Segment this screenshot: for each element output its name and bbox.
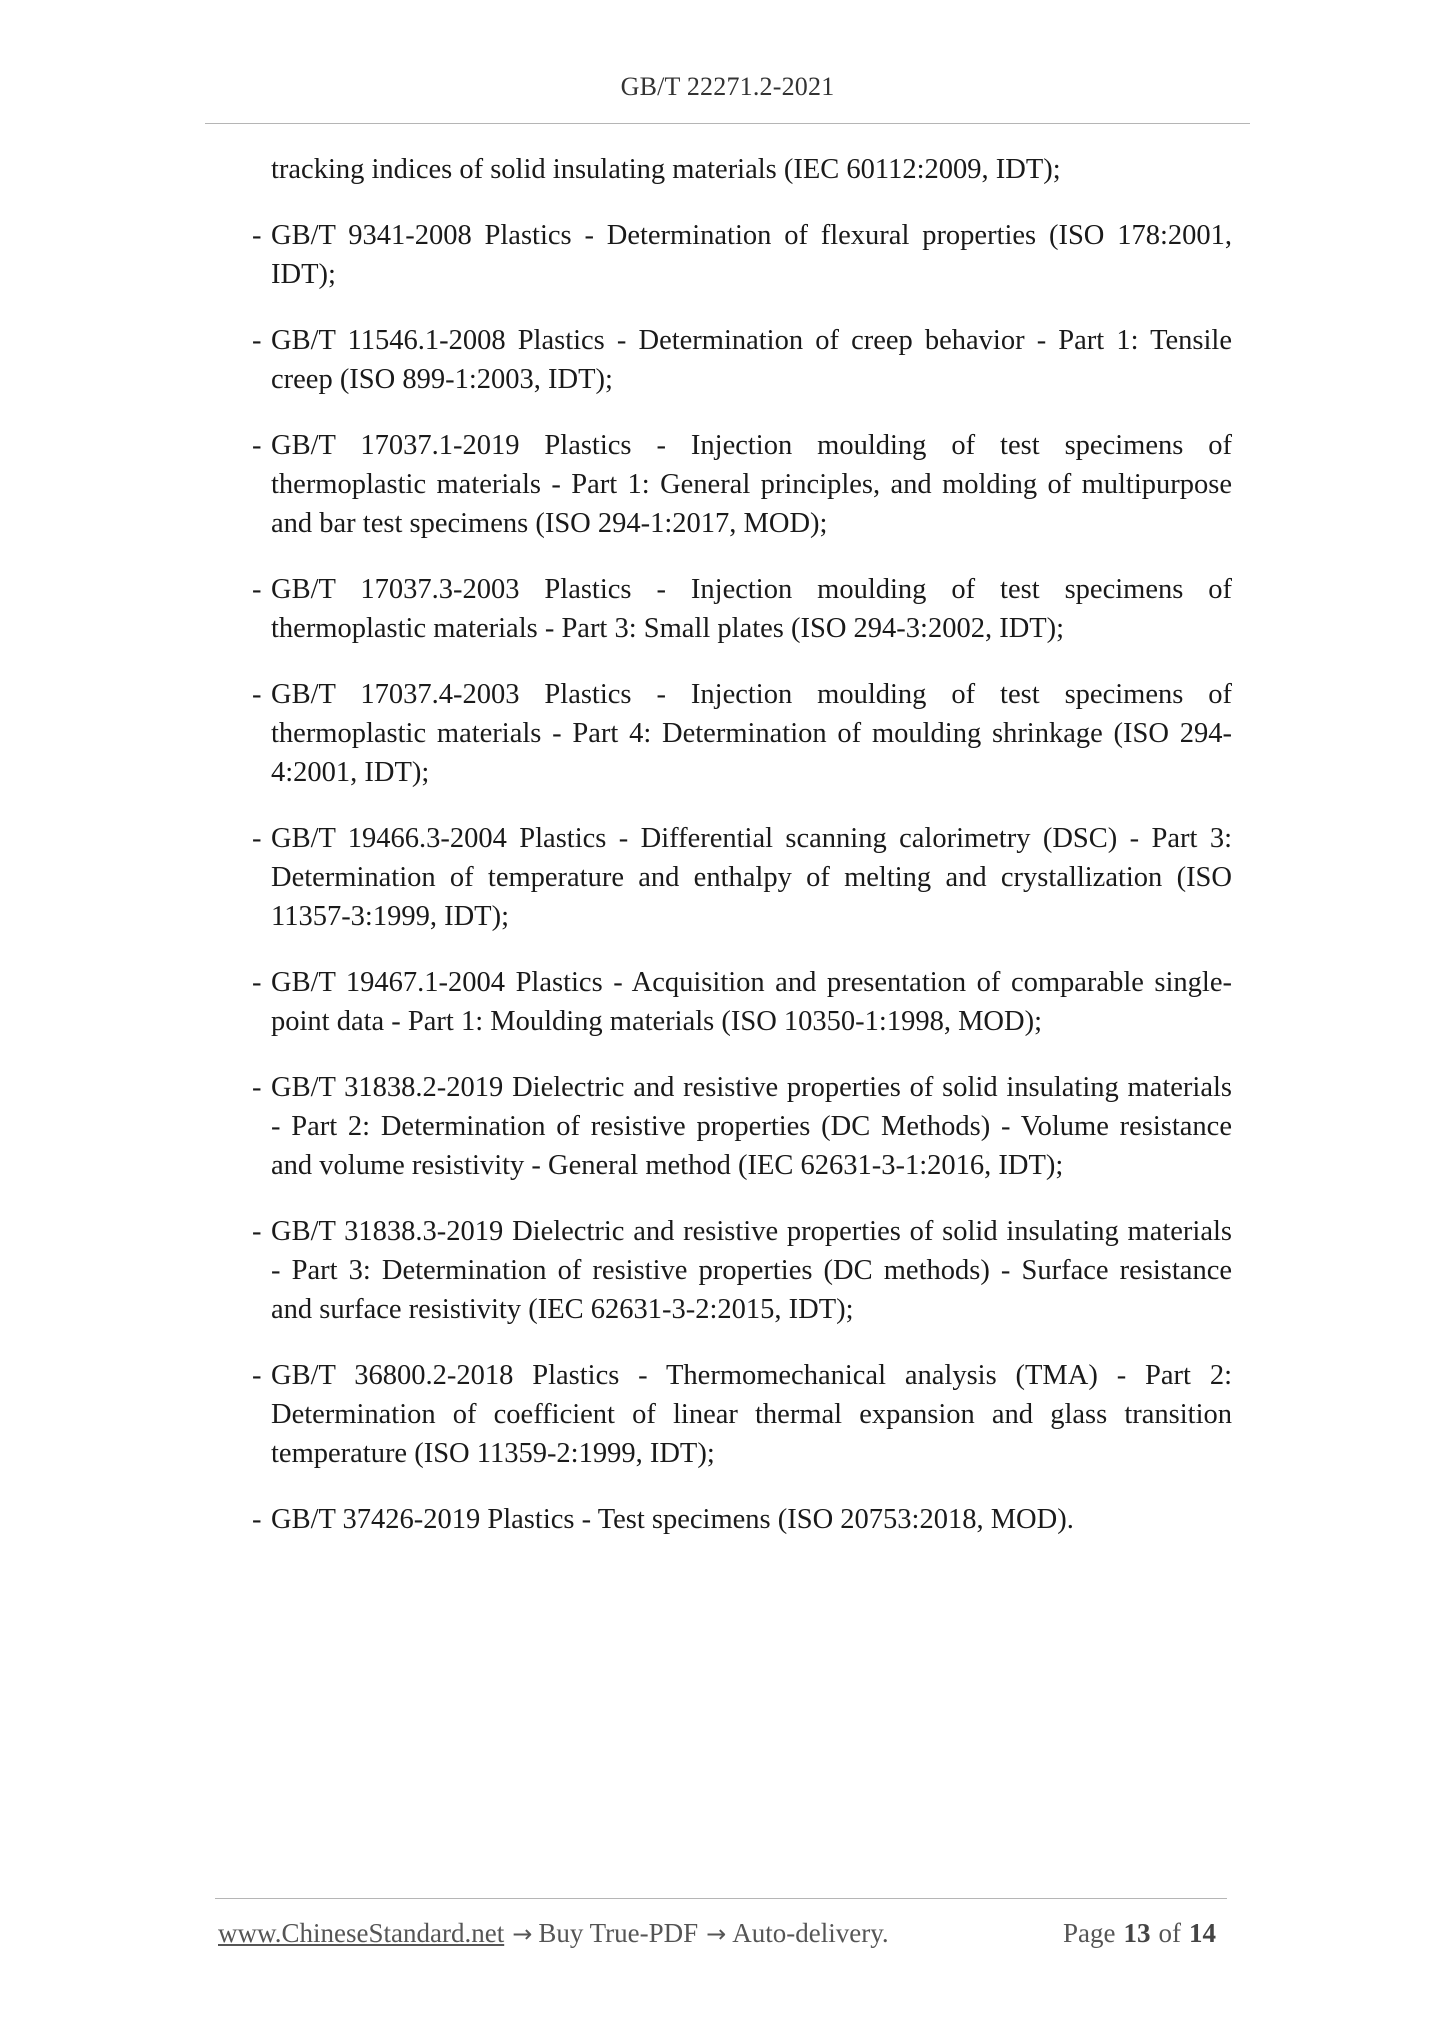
continuation-paragraph: tracking indices of solid insulating materials (IEC 60112:2009, IDT); <box>271 154 1061 185</box>
reference-item <box>252 216 1232 294</box>
list-dash: - <box>252 574 262 605</box>
list-dash: - <box>252 1216 262 1247</box>
document-body <box>252 150 1232 1566</box>
list-dash: - <box>252 325 262 356</box>
reference-item <box>252 963 1232 1041</box>
list-dash: - <box>252 1504 262 1535</box>
footer-divider <box>215 1898 1227 1899</box>
buy-true-pdf-text: Buy True-PDF <box>538 1918 699 1948</box>
reference-text: GB/T 19467.1-2004 Plastics - Acquisition and presentation of comparable single-point data - Part 1: Moulding materials (ISO 10350-1:1998, MOD); <box>271 967 1232 1037</box>
reference-text: GB/T 19466.3-2004 Plastics - Differential scanning calorimetry (DSC) - Part 3: Determination of temperature and enthalpy of melting and crystallization (ISO 11357-3:1999, IDT); <box>271 823 1232 932</box>
list-dash: - <box>252 823 262 854</box>
footer-promo <box>218 1918 889 1949</box>
reference-text: GB/T 31838.2-2019 Dielectric and resistive properties of solid insulating materials - Part 2: Determination of resistive properties (DC Methods) - Volume resistance and volume resistivity - General method (IEC 62631-3-1:2016, IDT); <box>271 1072 1232 1181</box>
site-link[interactable]: www.ChineseStandard.net <box>218 1918 505 1948</box>
auto-delivery-text: Auto-delivery. <box>732 1918 889 1948</box>
reference-item <box>252 1356 1232 1473</box>
page-of-label: of <box>1158 1918 1181 1948</box>
reference-text: GB/T 37426-2019 Plastics - Test specimens (ISO 20753:2018, MOD). <box>271 1504 1074 1535</box>
reference-item <box>252 1212 1232 1329</box>
reference-item <box>252 426 1232 543</box>
reference-item <box>252 570 1232 648</box>
right-arrow-icon: → <box>512 1920 533 1948</box>
reference-text: GB/T 17037.4-2003 Plastics - Injection moulding of test specimens of thermoplastic materials - Part 4: Determination of moulding shrinkage (ISO 294-4:2001, IDT); <box>271 679 1232 788</box>
reference-item <box>252 819 1232 936</box>
page-number <box>1063 1918 1224 1949</box>
list-dash: - <box>252 220 262 251</box>
page-header: GB/T 22271.2-2021 <box>620 72 835 101</box>
reference-text: GB/T 36800.2-2018 Plastics - Thermomechanical analysis (TMA) - Part 2: Determination of coefficient of linear thermal expansion and glass transition temperature (ISO 11359-2:1999, IDT); <box>271 1360 1232 1469</box>
reference-item <box>252 1500 1232 1539</box>
reference-item <box>252 1068 1232 1185</box>
list-dash: - <box>252 679 262 710</box>
page-label: Page <box>1063 1918 1116 1948</box>
list-dash: - <box>252 430 262 461</box>
reference-item <box>252 675 1232 792</box>
normative-references-list <box>252 216 1232 1539</box>
reference-text: GB/T 11546.1-2008 Plastics - Determination of creep behavior - Part 1: Tensile creep (ISO 899-1:2003, IDT); <box>271 325 1232 395</box>
reference-text: GB/T 9341-2008 Plastics - Determination of flexural properties (ISO 178:2001, IDT); <box>271 220 1232 290</box>
reference-item <box>252 321 1232 399</box>
reference-text: GB/T 17037.1-2019 Plastics - Injection moulding of test specimens of thermoplastic materials - Part 1: General principles, and molding of multipurpose and bar test specimens (ISO 294-1:2017, MOD); <box>271 430 1232 539</box>
reference-text: GB/T 31838.3-2019 Dielectric and resistive properties of solid insulating materials - Part 3: Determination of resistive properties (DC methods) - Surface resistance and surface resistivity (IEC 62631-3-2:2015, IDT); <box>271 1216 1232 1325</box>
list-dash: - <box>252 1072 262 1103</box>
header-divider <box>205 123 1250 124</box>
total-pages: 14 <box>1189 1918 1216 1948</box>
current-page: 13 <box>1123 1918 1151 1948</box>
reference-text: GB/T 17037.3-2003 Plastics - Injection moulding of test specimens of thermoplastic materials - Part 3: Small plates (ISO 294-3:2002, IDT); <box>271 574 1232 644</box>
right-arrow-icon: → <box>706 1920 727 1948</box>
list-dash: - <box>252 967 262 998</box>
list-dash: - <box>252 1360 262 1391</box>
